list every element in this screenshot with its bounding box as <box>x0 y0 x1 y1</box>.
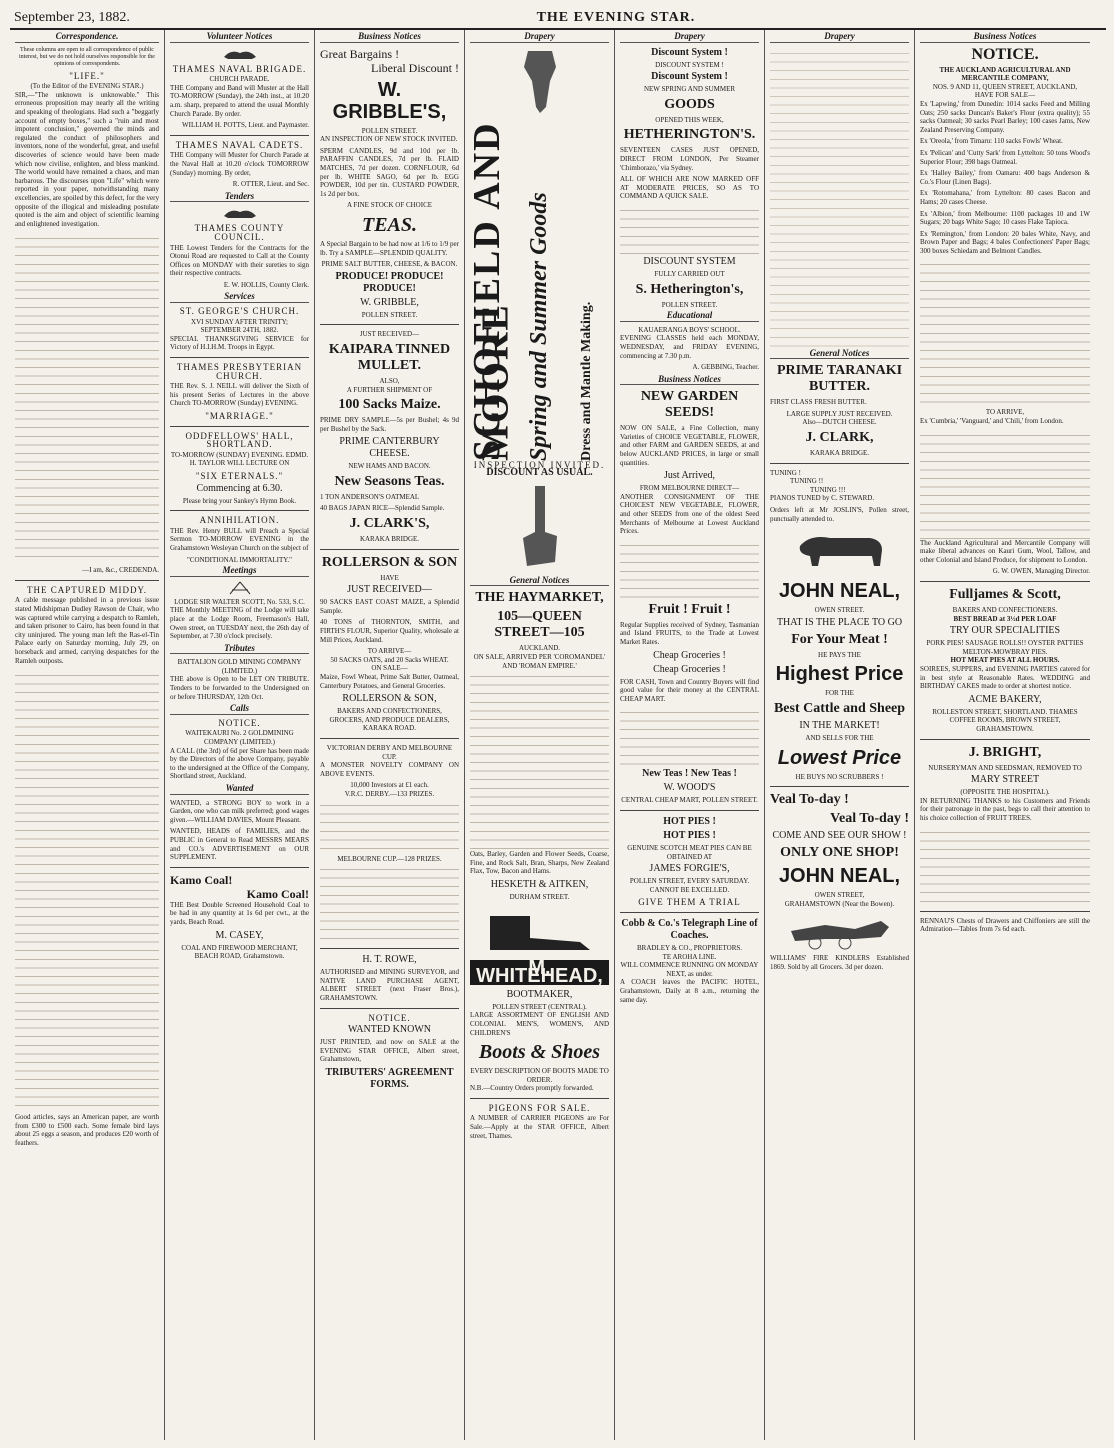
divider <box>15 580 159 581</box>
oddfellows-subject: "SIX ETERNALS." <box>195 470 284 481</box>
from-melbourne: FROM MELBOURNE DIRECT— <box>639 484 740 493</box>
kamo-coal-2: Kamo Coal! <box>246 886 309 901</box>
kamo-merchant: COAL AND FIREWOOD MERCHANT, BEACH ROAD, Grahamstown. <box>181 943 298 961</box>
oddfellows-body: TO-MORROW (SUNDAY) EVENING. EDMD. H. TAYLOR WILL LECTURE ON <box>170 450 309 468</box>
ds-opened: OPENED THIS WEEK, <box>655 115 724 124</box>
section-header: Calls <box>170 704 309 715</box>
rollerson-sale: ON SALE— <box>371 664 408 673</box>
section-header: Correspondence. <box>15 32 159 43</box>
john-neal-highest: Highest Price <box>775 663 904 686</box>
column-drapery-schofield <box>465 30 615 1440</box>
rollerson-flour: 40 TONS of THORNTON, SMITH, and FIRTH'S FLOUR, Superior Quality, wholesale at Mill Prices, Auckland. <box>320 618 459 644</box>
wood-mart: CENTRAL CHEAP MART, POLLEN STREET. <box>621 796 758 805</box>
rowe-name: H. T. ROWE, <box>362 954 417 966</box>
divider <box>320 738 459 739</box>
veal-1: Veal To-day ! <box>770 792 849 808</box>
gribble-bargains: Great Bargains ! <box>320 46 400 61</box>
divider <box>170 867 309 868</box>
tuning-orders: Orders left at Mr JOSLIN'S, Pollen street, punctually attended to. <box>770 505 909 523</box>
naval-cadets-sign: R. OTTER, Lieut. and Sec. <box>232 180 309 189</box>
section-header: Business Notices <box>920 32 1090 43</box>
whitehead-assortment: LARGE ASSORTMENT OF ENGLISH AND COLONIAL MEN'S, WOMEN'S, AND CHILDREN'S <box>470 1011 609 1037</box>
wanted-known-notice: NOTICE. <box>368 1012 411 1023</box>
ds-street: POLLEN STREET. <box>661 300 718 309</box>
taranaki-fresh: FIRST CLASS FRESH BUTTER. <box>770 398 867 407</box>
schofield-name: SCHOFIELD AND MOORE <box>466 121 517 461</box>
annihilation-title: ANNIHILATION. <box>199 515 280 526</box>
forgie-name: JAMES FORGIE'S, <box>649 863 730 875</box>
bull-icon <box>790 526 890 576</box>
wanted-boy: WANTED, a STRONG BOY to work in a Garden, one who can milk preferred; good wages given.—WILLIAM DAVIES, Mount Pleasant. <box>170 798 309 824</box>
gribble-butter: PRIME SALT BUTTER, CHEESE, & BACON. <box>321 260 458 269</box>
hot-pies-2: HOT PIES ! <box>663 829 716 841</box>
kaipara-teas: New Seasons Teas. <box>334 473 445 489</box>
presbyterian-subject: "MARRIAGE." <box>205 411 274 421</box>
john-neal-for: FOR THE <box>825 689 854 698</box>
cheap-groceries-2: Cheap Groceries ! <box>653 663 726 675</box>
am-halley: Ex 'Halley Bailey,' from Oamaru: 400 bags Anderson & Co.'s Flour (Linen Bags). <box>920 169 1090 186</box>
lodge-title: LODGE SIR WALTER SCOTT, No. 533, S.C. <box>174 597 305 606</box>
am-company: THE AUCKLAND AGRICULTURAL AND MERCANTILE COMPANY, <box>939 65 1071 83</box>
am-albion: Ex 'Albion,' from Melbourne: 1100 packages 10 and 1W Sugars; 20 bags White Sago; 10 cases Flake Tapioca. <box>920 209 1090 227</box>
clark-bridge: KARAKA BRIDGE. <box>359 535 420 544</box>
letter-body-cont <box>15 232 159 562</box>
rowe-body: AUTHORISED and MINING SURVEYOR, and NATIVE LAND PURCHASE AGENT, ALBERT STREET (next Fraser Bros.), GRAHAMSTOWN. <box>320 968 459 1002</box>
county-council-sign: E. W. HOLLIS, County Clerk. <box>223 280 309 289</box>
taranaki-clark: J. CLARK, <box>805 429 874 445</box>
haymarket-arrived: ON SALE, ARRIVED PER 'COROMANDEL' AND 'ROMAN EMPIRE.' <box>473 652 606 670</box>
tuning-2: TUNING !! <box>790 477 824 486</box>
john-neal-sells: AND SELLS FOR THE <box>805 733 874 742</box>
section-header: Business Notices <box>620 375 759 386</box>
county-council-body: THE Lowest Tenders for the Contracts for the Otonui Road are requested to Call at the County Offices on MONDAY with their sureties to sign their respective contracts. <box>170 243 309 278</box>
forgie-excel: CANNOT BE EXCELLED. <box>649 885 730 894</box>
column-correspondence <box>10 30 165 1440</box>
bright-body-cont <box>920 826 1090 906</box>
gribble-street: POLLEN STREET. <box>361 126 418 135</box>
cheap-groceries-1: Cheap Groceries ! <box>653 649 726 661</box>
naval-brigade-title: THAMES NAVAL BRIGADE. <box>172 63 307 74</box>
calls-notice-title: NOTICE. <box>218 717 261 728</box>
calls-notice-sub: WAITEKAURI No. 2 GOLDMINING COMPANY (LIMITED.) <box>185 729 294 747</box>
rollerson-maize: 90 SACKS EAST COAST MAIZE, a Splendid Sample. <box>320 598 459 615</box>
rollerson-just: JUST RECEIVED— <box>347 584 432 596</box>
kaipara-also: ALSO, <box>379 376 400 385</box>
story-title: THE CAPTURED MIDDY. <box>26 584 148 595</box>
fire-kindlers: WILLIAMS' FIRE KINDLERS Established 1869. Sold by all Grocers. 3d per dozen. <box>770 954 909 971</box>
section-header: Drapery <box>770 32 909 43</box>
section-header: Drapery <box>470 32 609 43</box>
derby-company: A MONSTER NOVELTY COMPANY ON ABOVE EVENTS. <box>320 761 459 778</box>
forgie-street: POLLEN STREET, EVERY SATURDAY. <box>629 877 750 886</box>
column-notices <box>165 30 315 1440</box>
fulljames-soirees: SOIREES, SUPPERS, and EVENING PARTIES catered for in best style at Reasonable Rates. WEDDING and BIRTHDAY CAKES made to order at shortest notice. <box>920 665 1090 691</box>
divider <box>170 426 309 427</box>
letter-signoff: —I am, &c., CREDENDA. <box>82 566 159 575</box>
gribble-inspection: AN INSPECTION OF NEW STOCK INVITED. <box>320 135 458 144</box>
naval-cadets-title: THAMES NAVAL CADETS. <box>175 139 304 150</box>
pointing-hand-down-icon <box>515 482 565 572</box>
whitehead-street: POLLEN STREET (CENTRAL). <box>492 1002 587 1011</box>
tuning-3: TUNING !!! <box>810 485 846 494</box>
divider <box>620 810 759 811</box>
ds-system: DISCOUNT SYSTEM <box>643 255 736 267</box>
fulljames-try: TRY OUR SPECIALITIES <box>949 625 1061 637</box>
wanted-known: WANTED KNOWN <box>347 1024 432 1036</box>
section-header: Educational <box>620 311 759 322</box>
rollerson-trades: BAKERS AND CONFECTIONERS, GROCERS, AND PRODUCE DEALERS, <box>329 707 450 724</box>
section-header: General Notices <box>470 576 609 587</box>
fulljames-pies: PORK PIES! SAUSAGE ROLLS!! OYSTER PATTIES MELTON-MOWBRAY PIES. <box>926 639 1084 656</box>
naval-cadets-body: THE Company will Muster for Church Parade at the Naval Hall at 10.20 o'clock TOMORROW (Sunday) morning. By order, <box>170 151 309 177</box>
column-business-2 <box>915 30 1095 1440</box>
taranaki-supply: LARGE SUPPLY JUST RECEIVED. <box>786 409 893 418</box>
grocery-list <box>620 706 759 766</box>
haymarket-goods: Oats, Barley, Garden and Flower Seeds, Coarse, Fine, and Rock Salt, Bran, Sharps, New Zealand Flax, Tow, Bacon and Hams. <box>470 850 609 876</box>
presbyterian-body: THE Rev. S. J. NEILL will deliver the Sixth of his present Series of Lectures in the above Church TO-MORROW (Sunday) EVENING. <box>170 382 309 408</box>
ds-cases: SEVENTEEN CASES JUST OPENED, DIRECT FROM LONDON, Per Steamer 'Chimborazo,' via Sydney. <box>620 146 759 172</box>
lodge-body: THE Monthly MEETING of the Lodge will take place at the Lodge Room, Freemason's Hall, Owen street, on TUESDAY next, the 26th day of September, at 7.30 o'clock precisely. <box>170 606 309 641</box>
masthead-date: September 23, 1882. <box>14 10 130 25</box>
whitehead-order: EVERY DESCRIPTION OF BOOTS MADE TO ORDER. <box>470 1067 609 1084</box>
gribble-sign: W. GRIBBLE, <box>360 296 419 308</box>
section-header: Drapery <box>620 32 759 43</box>
school-title: KAUAERANGA BOYS' SCHOOL. <box>638 325 741 334</box>
column-general <box>765 30 915 1440</box>
battalion-title: BATTALION GOLD MINING COMPANY (LIMITED.) <box>177 658 302 675</box>
am-sale: HAVE FOR SALE— <box>974 91 1036 100</box>
am-address: NOS. 9 AND 11, QUEEN STREET, AUCKLAND, <box>932 82 1078 91</box>
cheap-groceries-body: FOR CASH, Town and Country Buyers will find good value for their money at the CENTRAL CHEAP MART. <box>620 677 759 703</box>
only-one-shop: ONLY ONE SHOP! <box>780 845 899 861</box>
bright-name: J. BRIGHT, <box>968 744 1042 760</box>
story-body: A cable message published in a previous issue stated Midshipman Dudley Rawson de Chair, who was captured while carrying a despatch to Ramleh, and taken prisoner to Cairo, has been found in that city uninjured. The young man left the Ras-el-Tin Palace early on Saturday morning, July 29, on horseback and armed, carrying despatches for the Ramleh outposts. <box>15 596 159 665</box>
john-neal-meat: For Your Meat ! <box>791 631 888 647</box>
notice-title: NOTICE. <box>971 45 1039 63</box>
rollerson-name: ROLLERSON & SON <box>321 554 458 570</box>
school-body: EVENING CLASSES held each MONDAY, WEDNESDAY, and FRIDAY EVENING, commencing at 7.30 p.m. <box>620 334 759 360</box>
kamo-coal-body: THE Best Double Screened Household Coal to be had in any quantity at 1s 6d per cwt., at the yards, Beach Road. <box>170 900 309 926</box>
taranaki-cheese: Also—DUTCH CHEESE. <box>802 418 877 427</box>
oddfellows-foot: Please bring your Sankey's Hymn Book. <box>182 496 297 505</box>
schofield-spring: Spring and Summer Goods <box>526 191 553 461</box>
taranaki-bridge: KARAKA BRIDGE. <box>809 448 870 457</box>
letter-to: (To the Editor of the EVENING STAR.) <box>30 82 144 91</box>
gribble-list: SPERM CANDLES, 9d and 10d per lb. PARAFFIN CANDLES, 7d per lb. FLAID MATCHES, 7d per dozen. CORNFLOUR, 6d per lb. WHITE SAGO, 6d per lb. EGG POWDER, 10d per tin. CUSTARD POWDER, 1s 2d per box. <box>320 146 459 198</box>
section-header: Meetings <box>170 566 309 577</box>
kamo-coal-1: Kamo Coal! <box>170 872 233 887</box>
good-body: are worth from £300 to £500 each. Some female bird lays about 25 eggs a season, and produces £20 worth of feathers. <box>15 1113 159 1147</box>
gribble-teas: TEAS. <box>361 213 418 236</box>
naval-brigade-sign: WILLIAM H. POTTS, Lieut. and Paymaster. <box>182 121 309 130</box>
divider <box>620 912 759 913</box>
am-arrive-list <box>920 429 1090 539</box>
ds-2: DISCOUNT SYSTEM ! <box>655 60 724 69</box>
rollerson-oats: 50 SACKS OATS, and 20 Sacks WHEAT. <box>330 655 449 664</box>
kaipara-further: A FURTHER SHIPMENT OF <box>346 385 433 394</box>
cobb-line: TE AROHA LINE. <box>662 952 717 961</box>
good-title: Good articles, says an American paper, <box>15 1113 129 1122</box>
rollerson-sale-list: Maize, Fowl Wheat, Prime Salt Butter, Oatmeal, Canterbury Potatoes, and General Groceries. <box>320 673 459 690</box>
derby-prizes: V.R.C. DERBY.—133 PRIZES. <box>344 789 435 798</box>
john-neal-street: OWEN STREET. <box>814 606 865 615</box>
whitehead-name: M. WHITEHEAD, <box>470 960 609 985</box>
pigeons-title: PIGEONS FOR SALE. <box>488 1102 591 1113</box>
divider <box>320 1008 459 1009</box>
divider <box>170 510 309 511</box>
divider <box>170 135 309 136</box>
wood-name: W. WOOD'S <box>663 782 716 794</box>
naval-brigade-body: THE Company and Band will Muster at the Hall TO-MORROW (Sunday), the 24th inst., at 10.20 a.m. sharp, prepared to attend the usual Monthly Church Parade. By order. <box>170 83 309 118</box>
st-georges-body: SPECIAL THANKSGIVING SERVICE for Victory of H.I.H.M. Troops in Egypt. <box>170 334 309 352</box>
am-list-cont <box>920 258 1090 408</box>
am-arrive: TO ARRIVE, <box>985 408 1025 417</box>
john-neal-name-2: JOHN NEAL, <box>778 865 901 888</box>
st-georges-title: ST. GEORGE'S CHURCH. <box>179 306 300 317</box>
section-header: Tributes <box>170 644 309 655</box>
gribble-tea-body: A Special Bargain to be had now at 1/6 to 1/9 per lb. Try a SAMPLE—SPLENDID QUALITY. <box>320 239 459 257</box>
kaipara-dry: PRIME DRY SAMPLE—5s per Bushel; 4s 9d per Bushel by the Sack. <box>320 416 459 433</box>
kaipara-maize: 100 Sacks Maize. <box>338 397 441 413</box>
section-header: Tenders <box>170 192 309 203</box>
fulljames-trade: BAKERS AND CONFECTIONERS. <box>952 606 1058 615</box>
haymarket-address: 105—QUEEN STREET—105 <box>494 609 585 641</box>
fulljames-hot: HOT MEAT PIES AT ALL HOURS. <box>950 656 1060 665</box>
am-oreola: Ex 'Oreola,' from Timaru: 110 sacks Fowls' Wheat. <box>920 137 1063 146</box>
bright-hospital: (OPPOSITE THE HOSPITAL). <box>960 788 1050 797</box>
schofield-inspection: INSPECTION INVITED. <box>473 459 606 470</box>
john-neal-place: THAT IS THE PLACE TO GO <box>776 616 903 628</box>
whitehead-boots: Boots & Shoes <box>478 1041 601 1064</box>
ds-marked: ALL OF WHICH ARE NOW MARKED OFF AT MODERATE PRICES, SO AS TO COMMAND A QUICK SALE. <box>620 175 759 201</box>
clark-name: J. CLARK'S, <box>349 516 430 532</box>
ds-4: NEW SPRING AND SUMMER <box>643 85 736 94</box>
schofield-dress: Dress and Mantle Making. <box>578 301 594 461</box>
rollerson-sign: ROLLERSON & SON, <box>342 693 437 705</box>
divider <box>320 324 459 325</box>
bright-street: MARY STREET <box>970 774 1040 786</box>
crest-icon <box>222 47 258 61</box>
haymarket-title: THE HAYMARKET, <box>475 590 604 606</box>
wanted-families: WANTED, HEADS of FAMILIES, and the PUBLIC in General to Read MESSRS MEARS and CO.'s ADVERTISEMENT on OUR SUPPLEMENT. <box>170 827 309 862</box>
john-neal-scrubbers: HE BUYS NO SCRUBBERS ! <box>795 772 884 781</box>
divider <box>770 463 909 464</box>
hetherington-name: HETHERINGTON'S. <box>623 127 756 143</box>
pointing-hand-icon <box>510 47 570 117</box>
am-pelican: Ex 'Pelican' and 'Cutty Sark' from Lyttelton: 50 tons Wood's Superior Flour; 398 bags Oatmeal. <box>920 148 1090 166</box>
divider <box>920 581 1090 582</box>
ds-goods: GOODS <box>664 96 715 112</box>
garden-body: NOW ON SALE, a Fine Collection, many Varieties of CHOICE VEGETABLE, FLOWER, and other FARM and GARDEN SEEDS, at and below AUCKLAND PRICES, in large or small quantities. <box>620 424 759 467</box>
fruit-title: Fruit ! Fruit ! <box>648 601 731 617</box>
haymarket-seed-list <box>470 670 609 850</box>
whitehead-trade: BOOTMAKER, <box>506 988 573 1000</box>
am-rotomahana: Ex 'Rotomahana,' from Lyttelton: 80 cases Bacon and Hams; 20 cases Cheese. <box>920 189 1090 206</box>
kaipara-hams: NEW HAMS AND BACON. <box>348 462 431 471</box>
letter-title: "LIFE." <box>69 70 105 81</box>
tuning-1: TUNING ! <box>770 468 801 477</box>
cobb-commence: WILL COMMENCE RUNNING ON MONDAY NEXT, as under. <box>620 961 759 978</box>
section-header: Volunteer Notices <box>170 32 309 43</box>
cobb-title: Cobb & Co.'s Telegraph Line of Coaches. <box>621 917 758 941</box>
derby-title: VICTORIAN DERBY AND MELBOURNE CUP. <box>326 743 453 761</box>
fruit-body: Regular Supplies received of Sydney, Tasmanian and Island FRUITS, to the Trade at Lowest Market Rates. <box>620 620 759 646</box>
haymarket-city: AUCKLAND. <box>518 644 561 653</box>
story-body-cont <box>15 669 159 1109</box>
cobb-proprietors: BRADLEY & CO., PROPRIETORS. <box>636 943 743 952</box>
am-remington: Ex 'Remington,' from London: 20 bales White, Navy, and Brown Paper and Bags; 4 bales Confectioners' Paper Bags; 300 boxes Schiedam and Belmont Candles. <box>920 229 1090 255</box>
fulljames-name: Fulljames & Scott, <box>949 587 1061 603</box>
ds-sign: S. Hetherington's, <box>635 281 744 297</box>
calls-notice-body: A CALL (the 3rd) of 6d per Share has been made by the Directors of the above Company, payable to the undersigned at the Office of the Company, Shortland street, Auckland. <box>170 746 309 781</box>
seed-list <box>620 539 759 599</box>
st-georges-sub: XVI SUNDAY AFTER TRINITY; SEPTEMBER 24TH, 1882. <box>191 317 288 335</box>
annihilation-body: THE Rev. Henry BULL will Preach a Special Sermon TO-MORROW EVENING in the Grahamstown Wesleyan Church on the subject of <box>170 526 309 552</box>
kaipara-just: JUST RECEIVED— <box>359 330 420 339</box>
bright-trade: NURSERYMAN AND SEEDSMAN, REMOVED TO <box>928 763 1082 772</box>
am-director: G. W. OWEN, Managing Director. <box>992 567 1090 576</box>
consignment: ANOTHER CONSIGNMENT OF THE CHOICEST NEW VEGETABLE, FLOWER, and other SEEDS from one of the oldest Seed Merchants of Melbourne at Lowest Auckland Prices. <box>620 492 759 536</box>
rollerson-arrive: TO ARRIVE— <box>367 647 412 656</box>
john-neal-lowest: Lowest Price <box>777 746 902 769</box>
hot-pies-1: HOT PIES ! <box>663 815 716 827</box>
disclaimer: These columns are open to all correspondence of public interest, but we do not hold ourselves responsible for the opinions of correspondents. <box>19 46 155 67</box>
new-teas: New Teas ! New Teas ! <box>642 768 737 780</box>
oddfellows-time: Commencing at 6.30. <box>196 482 283 494</box>
john-neal-name: JOHN NEAL, <box>778 580 901 603</box>
am-cumbria: Ex 'Cumbria,' 'Vanguard,' and 'Chili,' from London. <box>920 417 1064 426</box>
john-neal-market: IN THE MARKET! <box>799 719 880 731</box>
masthead <box>10 6 1106 26</box>
good-articles <box>15 1113 159 1147</box>
acme-address: ROLLESTON STREET, SHORTLAND. THAMES COFFEE ROOMS, BROWN STREET, GRAHAMSTOWN. <box>932 707 1078 733</box>
masthead-paper-name: THE EVENING STAR. <box>536 10 696 25</box>
divider <box>920 911 1090 912</box>
john-neal-cattle: Best Cattle and Sheep <box>773 700 906 716</box>
schofield-discount: DISCOUNT AS USUAL. <box>486 467 593 479</box>
pigeons-body: A NUMBER of CARRIER PIGEONS are For Sale.—Apply at the STAR OFFICE, Albert street, Thames. <box>470 1114 609 1140</box>
ds-carried: FULLY CARRIED OUT <box>654 269 725 278</box>
gribble-produce: PRODUCE! PRODUCE! PRODUCE! <box>335 270 444 294</box>
rollerson-have: HAVE <box>380 573 399 582</box>
fulljames-bread: BEST BREAD at 3½d PER LOAF <box>953 614 1057 623</box>
ds-1: Discount System ! <box>651 46 728 58</box>
kaipara-rice: 40 BAGS JAPAN RICE—Splendid Sample. <box>320 504 445 513</box>
hot-pies-body: GENUINE SCOTCH MEAT PIES CAN BE OBTAINED AT <box>627 843 752 861</box>
just-arrived: Just Arrived, <box>663 470 716 482</box>
veal-2: Veal To-day ! <box>830 811 909 827</box>
gribble-sign-street: POLLEN STREET. <box>361 310 418 319</box>
divider <box>320 948 459 949</box>
garden-seeds: NEW GARDEN SEEDS! <box>640 389 739 421</box>
section-header: Business Notices <box>320 32 459 43</box>
hesketh-name: HESKETH & AITKEN, <box>490 878 589 890</box>
horse-cart-icon <box>785 911 895 951</box>
section-header: Wanted <box>170 784 309 795</box>
acme-name: ACME BAKERY, <box>968 693 1042 705</box>
derby-prize-table <box>320 799 459 855</box>
tuning-pianos: PIANOS TUNED by C. STEWARD. <box>770 494 875 503</box>
presbyterian-title: THAMES PRESBYTERIAN CHURCH. <box>176 362 303 381</box>
annihilation-subject: "CONDITIONAL IMMORTALITY." <box>186 555 293 564</box>
masonic-compass-icon <box>222 581 258 595</box>
column-business-1 <box>315 30 465 1440</box>
john-neal-town: GRAHAMSTOWN (Near the Bowen). <box>784 899 895 908</box>
oddfellows-title: ODDFELLOWS' HALL, SHORTLAND. <box>185 430 294 450</box>
gribble-tea-intro: A FINE STOCK OF CHOICE <box>346 201 433 210</box>
derby-investors: 10,000 Investors at £1 each. <box>350 781 429 790</box>
schofield-vertical-block <box>466 121 609 461</box>
come-and-see: COME AND SEE OUR SHOW ! <box>772 830 907 842</box>
john-neal-street-2: OWEN STREET, <box>814 891 865 900</box>
divider <box>170 357 309 358</box>
divider <box>920 739 1090 740</box>
hesketh-street: DURHAM STREET. <box>509 892 570 901</box>
section-header: Services <box>170 292 309 303</box>
john-neal-pays: HE PAYS THE <box>818 650 861 659</box>
discount-system-repeat <box>770 47 909 347</box>
county-council-title: THAMES COUNTY COUNCIL. <box>194 223 285 242</box>
gribble-discount: Liberal Discount ! <box>371 60 459 75</box>
columns <box>10 30 1106 1440</box>
kaipara-oatmeal: 1 TON ANDERSON'S OATMEAL <box>320 492 420 501</box>
whitehead-country: N.B.—Country Orders promptly forwarded. <box>470 1084 594 1093</box>
ds-3: Discount System ! <box>651 71 728 83</box>
divider <box>470 1098 609 1099</box>
naval-brigade-sub: CHURCH PARADE. <box>209 75 270 84</box>
school-teacher: A. GEBBING, Teacher. <box>692 363 759 372</box>
gribble-name: W. GRIBBLE'S, <box>332 78 447 123</box>
column-drapery-hetherington <box>615 30 765 1440</box>
am-lapwing: Ex 'Lapwing,' from Dunedin: 1014 sacks Feed and Milling Oats; 250 sacks Duncan's Baker's Flour (extra quality); 55 sacks Oatmeal; 30 sacks Pearl Barley; 100 cases Jams, New Zealand Preserving Company. <box>920 99 1090 134</box>
cup-prizes: MELBOURNE CUP.—128 PRIZES. <box>337 854 442 863</box>
rennau-body: RENNAU'S Chests of Drawers and Chiffoniers are still the Admiration—Tables from 7s 6d each. <box>920 916 1090 934</box>
ds-body-cont <box>620 204 759 254</box>
crest-icon <box>222 206 258 220</box>
battalion-body: THE above is Open to be LET ON TRIBUTE. Tenders to be forwarded to the Undersigned on or before THURSDAY, 12th Oct. <box>170 675 309 701</box>
kamo-agent: M. CASEY, <box>215 929 264 941</box>
kaipara-mullet: KAIPARA TINNED MULLET. <box>328 341 451 373</box>
forgie-trial: GIVE THEM A TRIAL <box>638 897 741 908</box>
divider <box>320 549 459 550</box>
rollerson-road: KARAKA ROAD. <box>363 724 416 733</box>
wanted-known-body: JUST PRINTED, and now on SALE at the EVENING STAR OFFICE, Albert street, Grahamstown, <box>320 1038 459 1064</box>
tributers-forms: TRIBUTERS' AGREEMENT FORMS. <box>325 1066 454 1090</box>
am-advances: The Auckland Agricultural and Mercantile Company will make liberal advances on Kauri Gum, Wool, Tallow, and other Colonial and Island Produce, for shipment to London. <box>920 538 1090 564</box>
cobb-body: A COACH leaves the PACIFIC HOTEL, Grahamstown, Daily at 8 a.m., returning the same day. <box>620 978 759 1004</box>
section-header: General Notices <box>770 349 909 360</box>
bright-body: IN RETURNING THANKS to his Customers and Friends for their patronage in the past, begs to call their attention to his choice collection of FRUIT TREES. <box>920 796 1090 822</box>
taranaki-title: PRIME TARANAKI BUTTER. <box>776 363 903 395</box>
kaipara-cheese: PRIME CANTERBURY CHEESE. <box>339 436 440 460</box>
divider <box>770 786 909 787</box>
boot-icon <box>480 906 600 956</box>
letter-body: SIR,—"The unknown is unknowable." This erroneous proposition may nearly all the writing and speaking of theologians. Had such a "beggarly account of empty boxes," such a "ruin and most impotent conclusion," governed the minds and regulated the conduct of philosophers and inventors, none of the wonderful, great, and useful discoveries of science would have been made which now civilise, enlighten, and bless mankind. The world would have remained a chaos, and man barbarous. The discourses upon "Life" which were reported in your paper, notwithstanding many excellencies, are spoiled by this defect, for the very opposite of the illogical and misleading postulate quoted is the aim and object of scientific learning and enlightened investigation. <box>15 90 159 228</box>
cup-prize-table <box>320 863 459 943</box>
